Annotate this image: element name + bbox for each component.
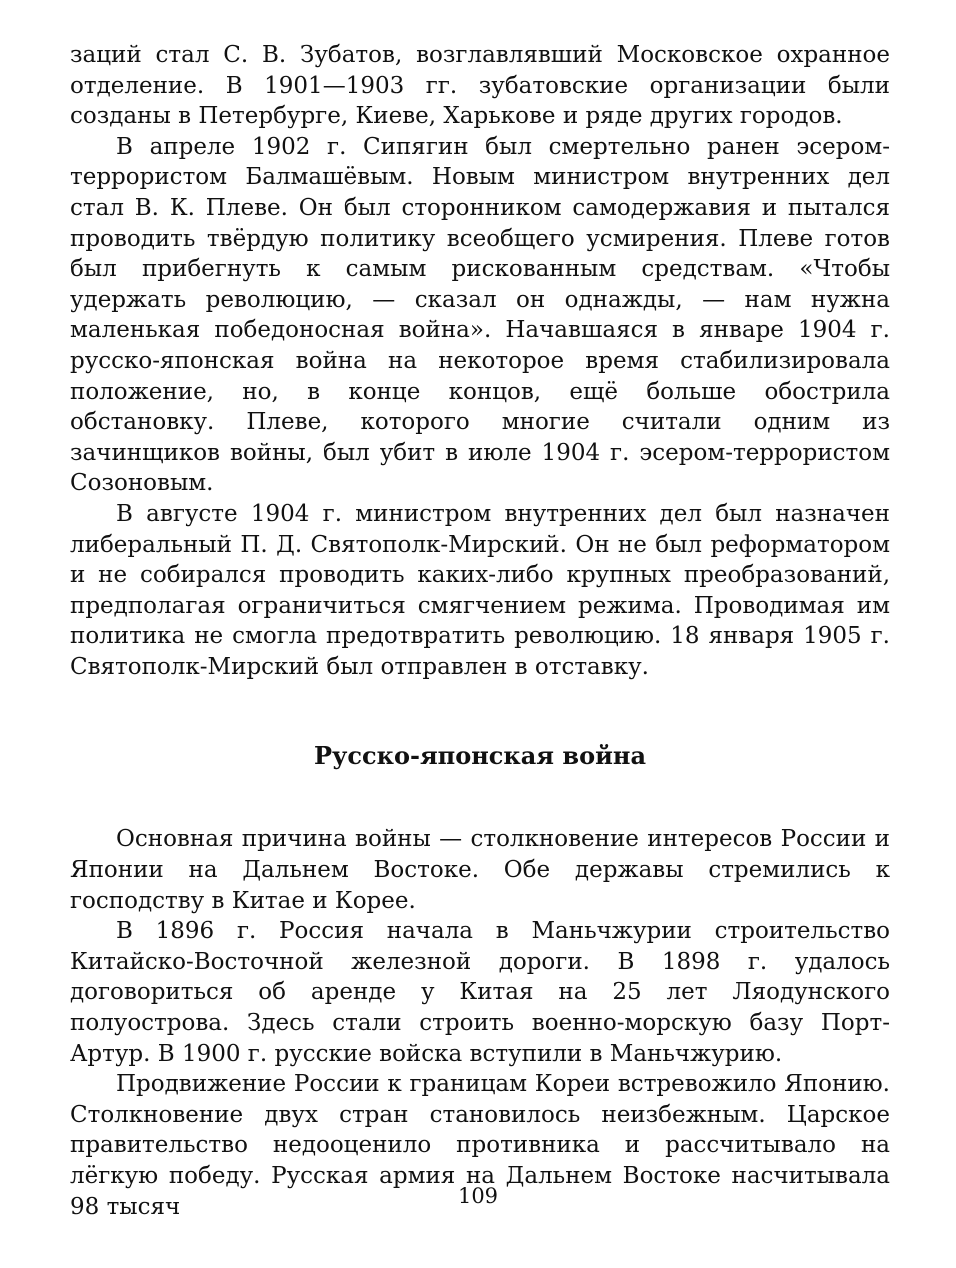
paragraph-war-cause: Основная причина войны — столкновение интересов России и Японии на Дальнем Востоке. Обе державы стремились к господству в Китае и Корее. [70, 826, 890, 914]
paragraph-plehve: В апреле 1902 г. Сипягин был смертельно ранен эсером-террористом Балмашёвым. Новым министром внутренних дел стал В. К. Плеве. Он был сторонником самодержавия и пытался проводить твёрдую политику всеобщего усмирения. Плеве готов был прибегнуть к самым рискованным средствам. «Чтобы удержать революцию, — сказал он однажды, — нам нужна маленькая победоносная война». Начавшаяся в январе 1904 г. русско-японская война на некоторое время стабилизировала положение, но, в конце концов, ещё больше обострила обстановку. Плеве, которого многие считали одним из зачинщиков войны, был убит в июле 1904 г. эсером-террористом Созоновым. [70, 133, 890, 497]
paragraph-continuation: заций стал С. В. Зубатов, возглавлявший Московское охранное отделение. В 1901—1903 гг. зубатовские организации были созданы в Петербурге, Киеве, Харькове и ряде других городов. [70, 42, 890, 130]
paragraph-svyatopolk-mirsky: В августе 1904 г. министром внутренних дел был назначен либеральный П. Д. Святополк-Мирский. Он не был реформатором и не собирался проводить каких-либо крупных преобразований, предполагая ограничиться смягчением режима. Проводимая им политика не смогла предотвратить революцию. 18 января 1905 г. Святополк-Мирский был отправлен в отставку. [70, 500, 890, 680]
paragraph-manchuria: В 1896 г. Россия начала в Маньчжурии строительство Китайско-Восточной железной дороги. В 1898 г. удалось договориться об аренде у Китая на 25 лет Ляодунского полуострова. Здесь стали строить военно-морскую базу Порт-Артур. В 1900 г. русские войска вступили в Маньчжурию. [70, 918, 890, 1067]
paragraph-korea: Продвижение России к границам Кореи встревожило Японию. Столкновение двух стран становилось неизбежным. Царское правительство недооценило противника и рассчитывало на лёгкую победу. Русская армия на Дальнем Востоке насчитывала 98 тысяч [70, 1071, 890, 1220]
page-number: 109 [457, 1184, 499, 1208]
page-body [70, 40, 890, 1222]
section-title: Русско-японская война [314, 741, 646, 771]
